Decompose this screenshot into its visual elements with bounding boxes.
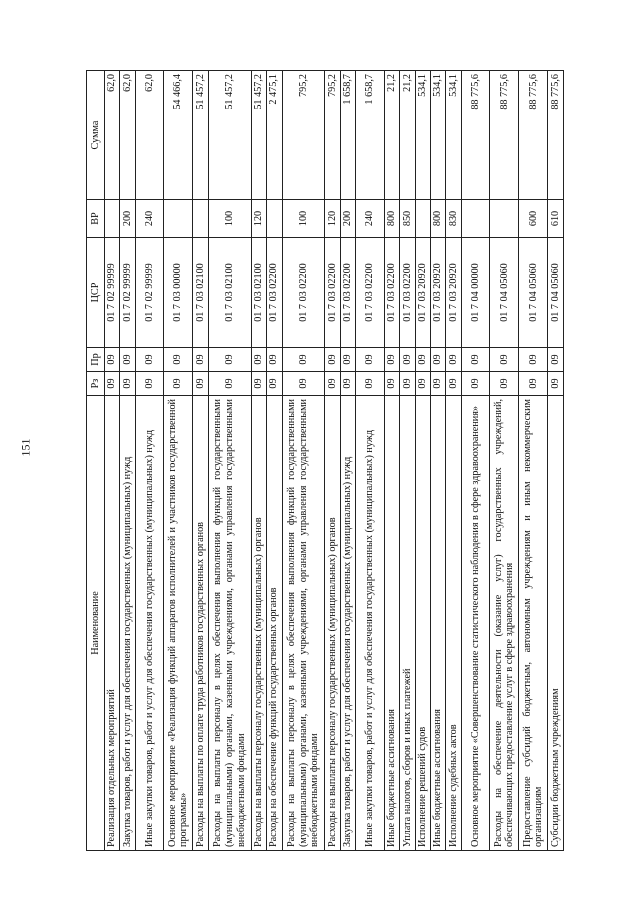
cell-vr: 800 <box>431 200 446 238</box>
cell-sum: 88 775,6 <box>548 71 564 200</box>
cell-csr: 01 7 03 00000 <box>164 238 193 348</box>
cell-csr: 01 7 02 99999 <box>120 238 135 348</box>
cell-rz: 09 <box>282 372 325 396</box>
budget-table <box>86 70 564 851</box>
cell-vr: 200 <box>120 200 135 238</box>
header-name: Наименование <box>87 396 105 851</box>
cell-pr: 09 <box>282 348 325 372</box>
cell-sum: 21,2 <box>384 71 399 200</box>
table-row <box>251 71 266 851</box>
cell-name: Расходы на выплаты по оплате труда работников государственных органов <box>193 396 208 851</box>
cell-rz: 09 <box>325 372 340 396</box>
table-row <box>446 71 461 851</box>
cell-sum: 534,1 <box>431 71 446 200</box>
cell-rz: 09 <box>400 372 415 396</box>
table-row <box>267 71 282 851</box>
cell-sum: 2 475,1 <box>267 71 282 200</box>
cell-sum: 21,2 <box>400 71 415 200</box>
cell-vr <box>415 200 430 238</box>
cell-csr: 01 7 03 02100 <box>208 238 251 348</box>
cell-name: Основное мероприятие «Реализация функций аппаратов исполнителей и участников государственной программы» <box>164 396 193 851</box>
cell-pr: 09 <box>208 348 251 372</box>
table-row <box>415 71 430 851</box>
table-row <box>519 71 548 851</box>
header-sum: Сумма <box>87 71 105 200</box>
cell-sum: 51 457,2 <box>208 71 251 200</box>
cell-sum: 88 775,6 <box>519 71 548 200</box>
cell-pr: 09 <box>400 348 415 372</box>
cell-pr: 09 <box>193 348 208 372</box>
cell-vr: 240 <box>135 200 163 238</box>
cell-csr: 01 7 03 20920 <box>431 238 446 348</box>
cell-pr: 09 <box>340 348 355 372</box>
cell-csr: 01 7 03 20920 <box>415 238 430 348</box>
cell-vr <box>164 200 193 238</box>
cell-vr: 830 <box>446 200 461 238</box>
cell-rz: 09 <box>208 372 251 396</box>
cell-csr: 01 7 03 02200 <box>267 238 282 348</box>
cell-vr: 240 <box>356 200 384 238</box>
cell-sum: 534,1 <box>446 71 461 200</box>
table-row <box>548 71 564 851</box>
cell-vr <box>267 200 282 238</box>
cell-rz: 09 <box>164 372 193 396</box>
cell-csr: 01 7 03 02200 <box>325 238 340 348</box>
cell-name: Расходы на выплаты персоналу в целях обеспечения выполнения функций государственными (муниципальными) органами, казенными учреждениями, органами управления государственными внебюджетными фондами <box>208 396 251 851</box>
cell-name: Расходы на обеспечение функций государственных органов <box>267 396 282 851</box>
cell-sum: 88 775,6 <box>490 71 519 200</box>
cell-csr: 01 7 04 05060 <box>490 238 519 348</box>
cell-rz: 09 <box>267 372 282 396</box>
cell-vr <box>490 200 519 238</box>
cell-pr: 09 <box>105 348 120 372</box>
cell-csr: 01 7 03 02200 <box>356 238 384 348</box>
cell-csr: 01 7 03 02200 <box>340 238 355 348</box>
cell-csr: 01 7 03 02200 <box>400 238 415 348</box>
cell-rz: 09 <box>431 372 446 396</box>
table-row <box>400 71 415 851</box>
budget-table-rotated <box>86 71 564 851</box>
cell-csr: 01 7 03 02100 <box>193 238 208 348</box>
cell-pr: 09 <box>548 348 564 372</box>
cell-pr: 09 <box>135 348 163 372</box>
cell-pr: 09 <box>490 348 519 372</box>
cell-sum: 1 658,7 <box>356 71 384 200</box>
cell-vr: 850 <box>400 200 415 238</box>
cell-rz: 09 <box>356 372 384 396</box>
table-row <box>135 71 163 851</box>
cell-name: Иные закупки товаров, работ и услуг для обеспечения государственных (муниципальных) нужд <box>356 396 384 851</box>
cell-pr: 09 <box>120 348 135 372</box>
header-pr: Пр <box>87 348 105 372</box>
cell-name: Исполнение судебных актов <box>446 396 461 851</box>
cell-pr: 09 <box>519 348 548 372</box>
cell-pr: 09 <box>251 348 266 372</box>
cell-sum: 51 457,2 <box>251 71 266 200</box>
table-body <box>105 71 564 851</box>
cell-pr: 09 <box>461 348 489 372</box>
cell-name: Расходы на выплаты персоналу государственных (муниципальных) органов <box>251 396 266 851</box>
cell-name: Субсидии бюджетным учреждениям <box>548 396 564 851</box>
cell-name: Реализация отдельных мероприятий <box>105 396 120 851</box>
cell-rz: 09 <box>415 372 430 396</box>
cell-rz: 09 <box>251 372 266 396</box>
cell-name: Расходы на выплаты персоналу государственных (муниципальных) органов <box>325 396 340 851</box>
cell-vr: 610 <box>548 200 564 238</box>
cell-sum: 51 457,2 <box>193 71 208 200</box>
cell-rz: 09 <box>120 372 135 396</box>
cell-pr: 09 <box>415 348 430 372</box>
table-row <box>282 71 325 851</box>
table-row <box>208 71 251 851</box>
cell-rz: 09 <box>548 372 564 396</box>
cell-vr: 120 <box>325 200 340 238</box>
cell-csr: 01 7 04 05060 <box>519 238 548 348</box>
cell-rz: 09 <box>490 372 519 396</box>
cell-sum: 795,2 <box>282 71 325 200</box>
cell-rz: 09 <box>519 372 548 396</box>
cell-sum: 1 658,7 <box>340 71 355 200</box>
cell-vr <box>461 200 489 238</box>
cell-pr: 09 <box>384 348 399 372</box>
cell-sum: 62,0 <box>135 71 163 200</box>
cell-pr: 09 <box>446 348 461 372</box>
table-row <box>120 71 135 851</box>
cell-vr: 200 <box>340 200 355 238</box>
table-row <box>340 71 355 851</box>
header-vr: ВР <box>87 200 105 238</box>
table-row <box>461 71 489 851</box>
cell-csr: 01 7 04 00000 <box>461 238 489 348</box>
cell-csr: 01 7 02 99999 <box>135 238 163 348</box>
table-row <box>490 71 519 851</box>
cell-sum: 88 775,6 <box>461 71 489 200</box>
cell-name: Закупка товаров, работ и услуг для обеспечения государственных (муниципальных) нужд <box>340 396 355 851</box>
cell-vr: 100 <box>208 200 251 238</box>
cell-rz: 09 <box>384 372 399 396</box>
cell-vr: 600 <box>519 200 548 238</box>
cell-csr: 01 7 04 05060 <box>548 238 564 348</box>
table-row <box>325 71 340 851</box>
cell-sum: 795,2 <box>325 71 340 200</box>
cell-sum: 62,0 <box>120 71 135 200</box>
cell-vr: 120 <box>251 200 266 238</box>
cell-csr: 01 7 03 02100 <box>251 238 266 348</box>
cell-name: Предоставление субсидий бюджетным, автономным учреждениям и иным некоммерческим организациям <box>519 396 548 851</box>
cell-rz: 09 <box>193 372 208 396</box>
cell-sum: 54 466,4 <box>164 71 193 200</box>
cell-rz: 09 <box>340 372 355 396</box>
cell-rz: 09 <box>446 372 461 396</box>
cell-rz: 09 <box>135 372 163 396</box>
table-header-row <box>87 71 105 851</box>
cell-name: Иные бюджетные ассигнования <box>384 396 399 851</box>
cell-csr: 01 7 03 20920 <box>446 238 461 348</box>
cell-csr: 01 7 03 02200 <box>282 238 325 348</box>
cell-vr <box>105 200 120 238</box>
cell-vr <box>193 200 208 238</box>
table-row <box>384 71 399 851</box>
cell-pr: 09 <box>356 348 384 372</box>
cell-rz: 09 <box>105 372 120 396</box>
cell-csr: 01 7 02 99999 <box>105 238 120 348</box>
header-csr: ЦСР <box>87 238 105 348</box>
cell-name: Иные закупки товаров, работ и услуг для обеспечения государственных (муниципальных) нужд <box>135 396 163 851</box>
cell-name: Расходы на выплаты персоналу в целях обеспечения выполнения функций государственными (муниципальными) органами, казенными учреждениями, органами управления государственными внебюджетными фондами <box>282 396 325 851</box>
cell-sum: 534,1 <box>415 71 430 200</box>
cell-name: Закупка товаров, работ и услуг для обеспечения государственных (муниципальных) нужд <box>120 396 135 851</box>
table-row <box>356 71 384 851</box>
cell-pr: 09 <box>164 348 193 372</box>
cell-sum: 62,0 <box>105 71 120 200</box>
page-number: 151 <box>18 438 33 457</box>
cell-vr: 800 <box>384 200 399 238</box>
cell-pr: 09 <box>267 348 282 372</box>
header-rz: Рз <box>87 372 105 396</box>
cell-pr: 09 <box>431 348 446 372</box>
cell-name: Иные бюджетные ассигнования <box>431 396 446 851</box>
cell-name: Основное мероприятие «Совершенствование статистического наблюдения в сфере здравоохранения» <box>461 396 489 851</box>
table-row <box>193 71 208 851</box>
table-row <box>105 71 120 851</box>
table-row <box>164 71 193 851</box>
table-row <box>431 71 446 851</box>
cell-csr: 01 7 03 02200 <box>384 238 399 348</box>
cell-rz: 09 <box>461 372 489 396</box>
cell-vr: 100 <box>282 200 325 238</box>
cell-name: Уплата налогов, сборов и иных платежей <box>400 396 415 851</box>
cell-name: Исполнение решений судов <box>415 396 430 851</box>
cell-pr: 09 <box>325 348 340 372</box>
cell-name: Расходы на обеспечение деятельности (оказание услуг) государственных учреждений, обеспечивающих предоставление услуг в сфере здравоохранения <box>490 396 519 851</box>
